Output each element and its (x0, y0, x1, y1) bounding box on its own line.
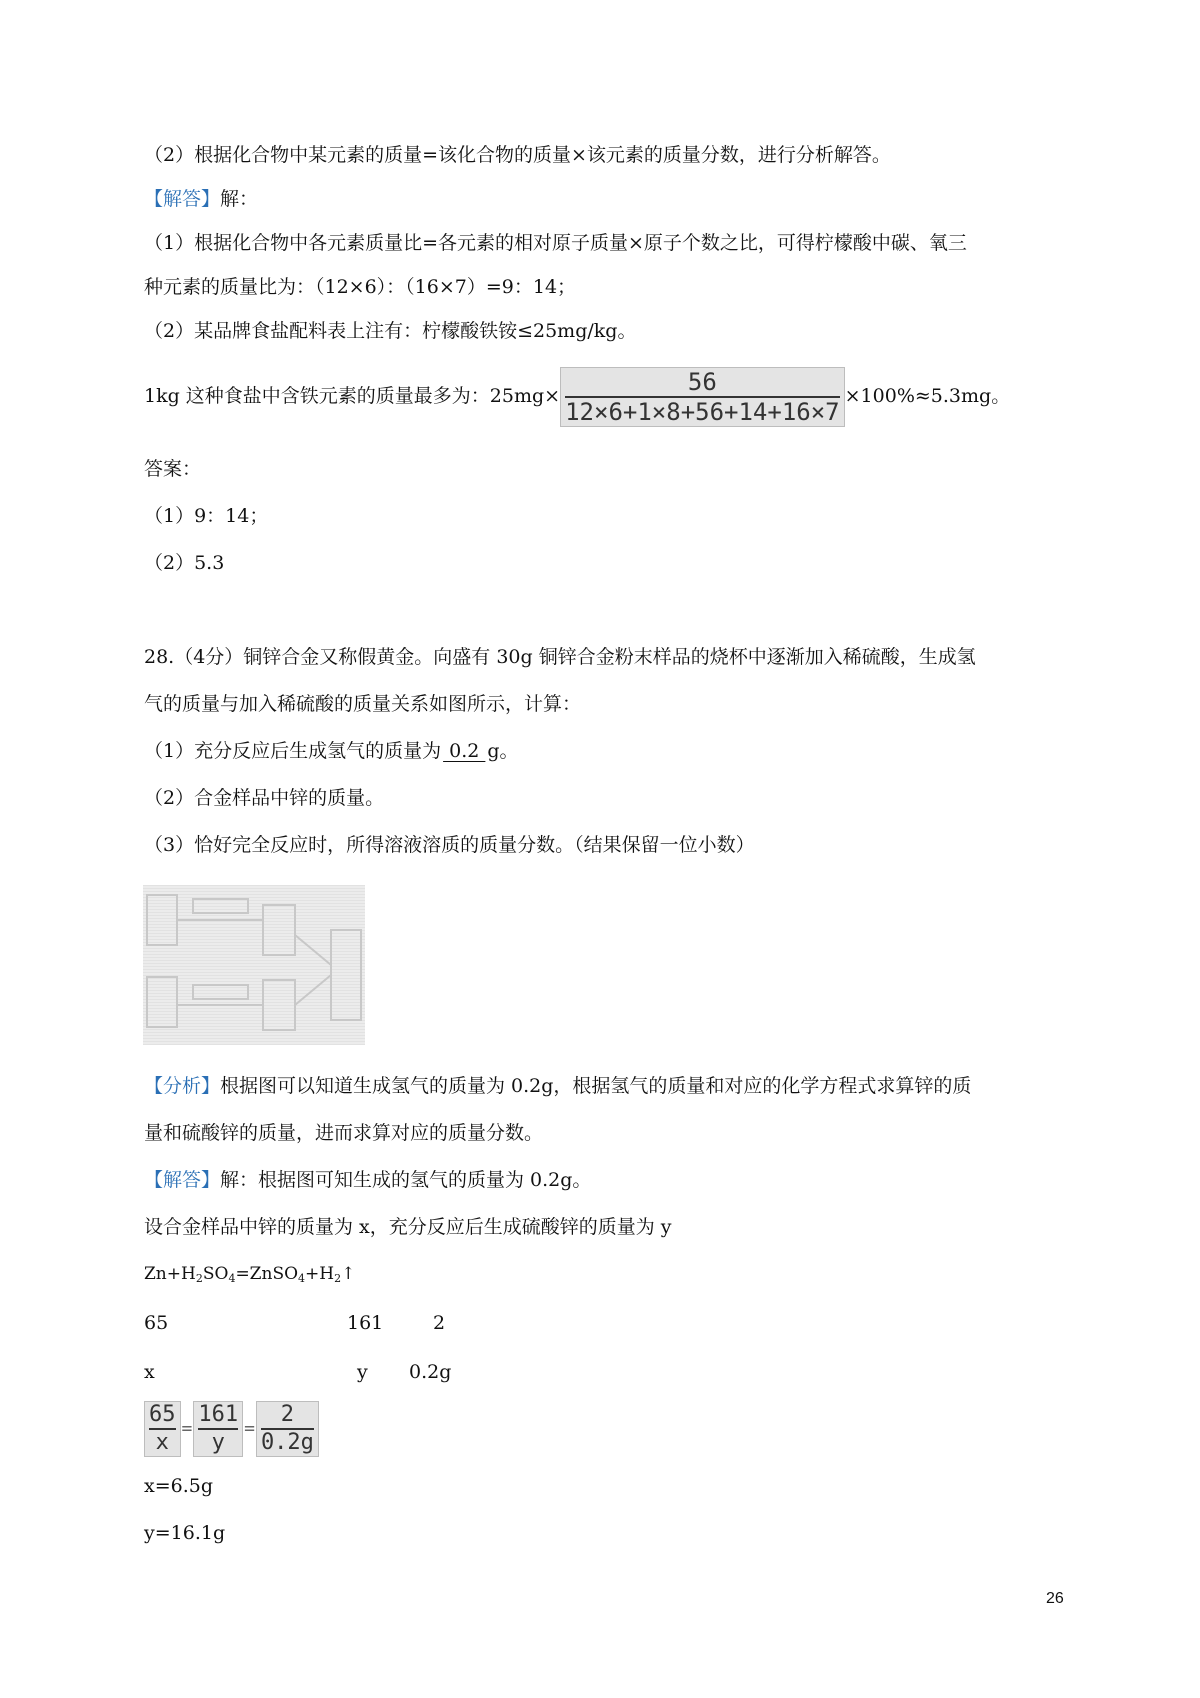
section-tag: 【解答】 (144, 188, 221, 210)
fraction-denominator: x (155, 1430, 169, 1455)
equals-sign: = (181, 1418, 193, 1439)
fraction-image (193, 1401, 243, 1457)
reaction-graph-image (143, 885, 365, 1045)
fraction-numerator: 2 (261, 1402, 314, 1430)
var-h2: 0.2g (409, 1361, 452, 1383)
text-line: （1）根据化合物中各元素质量比=各元素的相对原子质量×原子个数之比，可得柠檬酸中碳、氧三 (144, 232, 967, 254)
text-span: ×100%≈5.3mg。 (844, 385, 1011, 407)
section-tag: 【解答】 (144, 1169, 221, 1191)
proportion-equation (144, 1398, 319, 1459)
equals-sign: = (244, 1418, 255, 1439)
var-x: x (144, 1361, 155, 1383)
eq-subscript: 2 (334, 1272, 342, 1285)
chemical-equation (144, 1261, 355, 1292)
sub-question-2: （2）合金样品中锌的质量。 (144, 787, 385, 809)
fraction-denominator: 0.2g (260, 1430, 314, 1455)
text-span: 根据图可以知道生成氢气的质量为 0.2g，根据氢气的质量和对应的化学方程式求算锌的质 (220, 1075, 972, 1097)
result-y: y=16.1g (144, 1522, 226, 1544)
text-line: 种元素的质量比为：（12×6）：（16×7）=9：14； (144, 276, 577, 298)
text-line: 答案： (144, 458, 202, 480)
fraction-numerator: 161 (198, 1402, 238, 1430)
text-span: （1）充分反应后生成氢气的质量为 (144, 740, 442, 762)
eq-subscript: 2 (195, 1272, 203, 1285)
text-span: g。 (487, 740, 519, 762)
fraction-numerator: 65 (149, 1402, 176, 1430)
fraction-denominator: 12×6+1×8+56+14+16×7 (565, 398, 840, 426)
solution-header (144, 1167, 591, 1193)
var-y: y (357, 1361, 368, 1383)
text-line: 量和硫酸锌的质量，进而求算对应的质量分数。 (144, 1122, 544, 1144)
fraction-numerator: 56 (565, 368, 840, 398)
fraction-image (144, 1401, 181, 1457)
eq-subscript: 4 (298, 1272, 306, 1285)
text-line: 设合金样品中锌的质量为 x，充分反应后生成硫酸锌的质量为 y (144, 1216, 672, 1238)
answer-blank: 0.2 (443, 740, 486, 762)
result-x: x=6.5g (144, 1475, 214, 1497)
molar-mass-znso4: 161 (347, 1312, 384, 1334)
iron-mass-equation (144, 366, 1010, 427)
text-span: 解：根据图可知生成的氢气的质量为 0.2g。 (220, 1169, 592, 1191)
eq-part: =ZnSO (235, 1264, 299, 1284)
text-line: （1）9：14； (144, 505, 269, 527)
fraction-image (560, 367, 845, 427)
text-line: （2）5.3 (144, 552, 225, 574)
question-28: 28.（4分）铜锌合金又称假黄金。向盛有 30g 铜锌合金粉末样品的烧杯中逐渐加入稀硫酸，生成氢 (144, 646, 976, 668)
page-number: 26 (1046, 1590, 1064, 1607)
section-tag: 【分析】 (144, 1075, 221, 1097)
text-line: 气的质量与加入稀硫酸的质量关系如图所示，计算： (144, 693, 582, 715)
eq-subscript: 4 (228, 1272, 236, 1285)
text-span: 解： (220, 188, 259, 210)
molar-mass-zn: 65 (144, 1312, 169, 1334)
answer-header (144, 186, 258, 212)
text-span: 1kg 这种食盐中含铁元素的质量最多为：25mg× (144, 385, 561, 407)
analysis-header (144, 1073, 971, 1099)
fraction-image (256, 1401, 319, 1457)
fraction-denominator: y (211, 1430, 225, 1455)
up-arrow-icon: ↑ (341, 1264, 356, 1284)
sub-question-1 (144, 738, 519, 764)
text-line: （2）根据化合物中某元素的质量=该化合物的质量×该元素的质量分数，进行分析解答。 (144, 144, 891, 166)
eq-part: +H (305, 1264, 335, 1284)
sub-question-3: （3）恰好完全反应时，所得溶液溶质的质量分数。（结果保留一位小数） (144, 834, 755, 856)
eq-part: Zn+H (144, 1264, 196, 1284)
text-line: （2）某品牌食盐配料表上注有：柠檬酸铁铵≤25mg/kg。 (144, 320, 637, 342)
faded-graph (143, 885, 365, 1045)
eq-part: SO (202, 1264, 229, 1284)
molar-mass-h2: 2 (433, 1312, 446, 1334)
